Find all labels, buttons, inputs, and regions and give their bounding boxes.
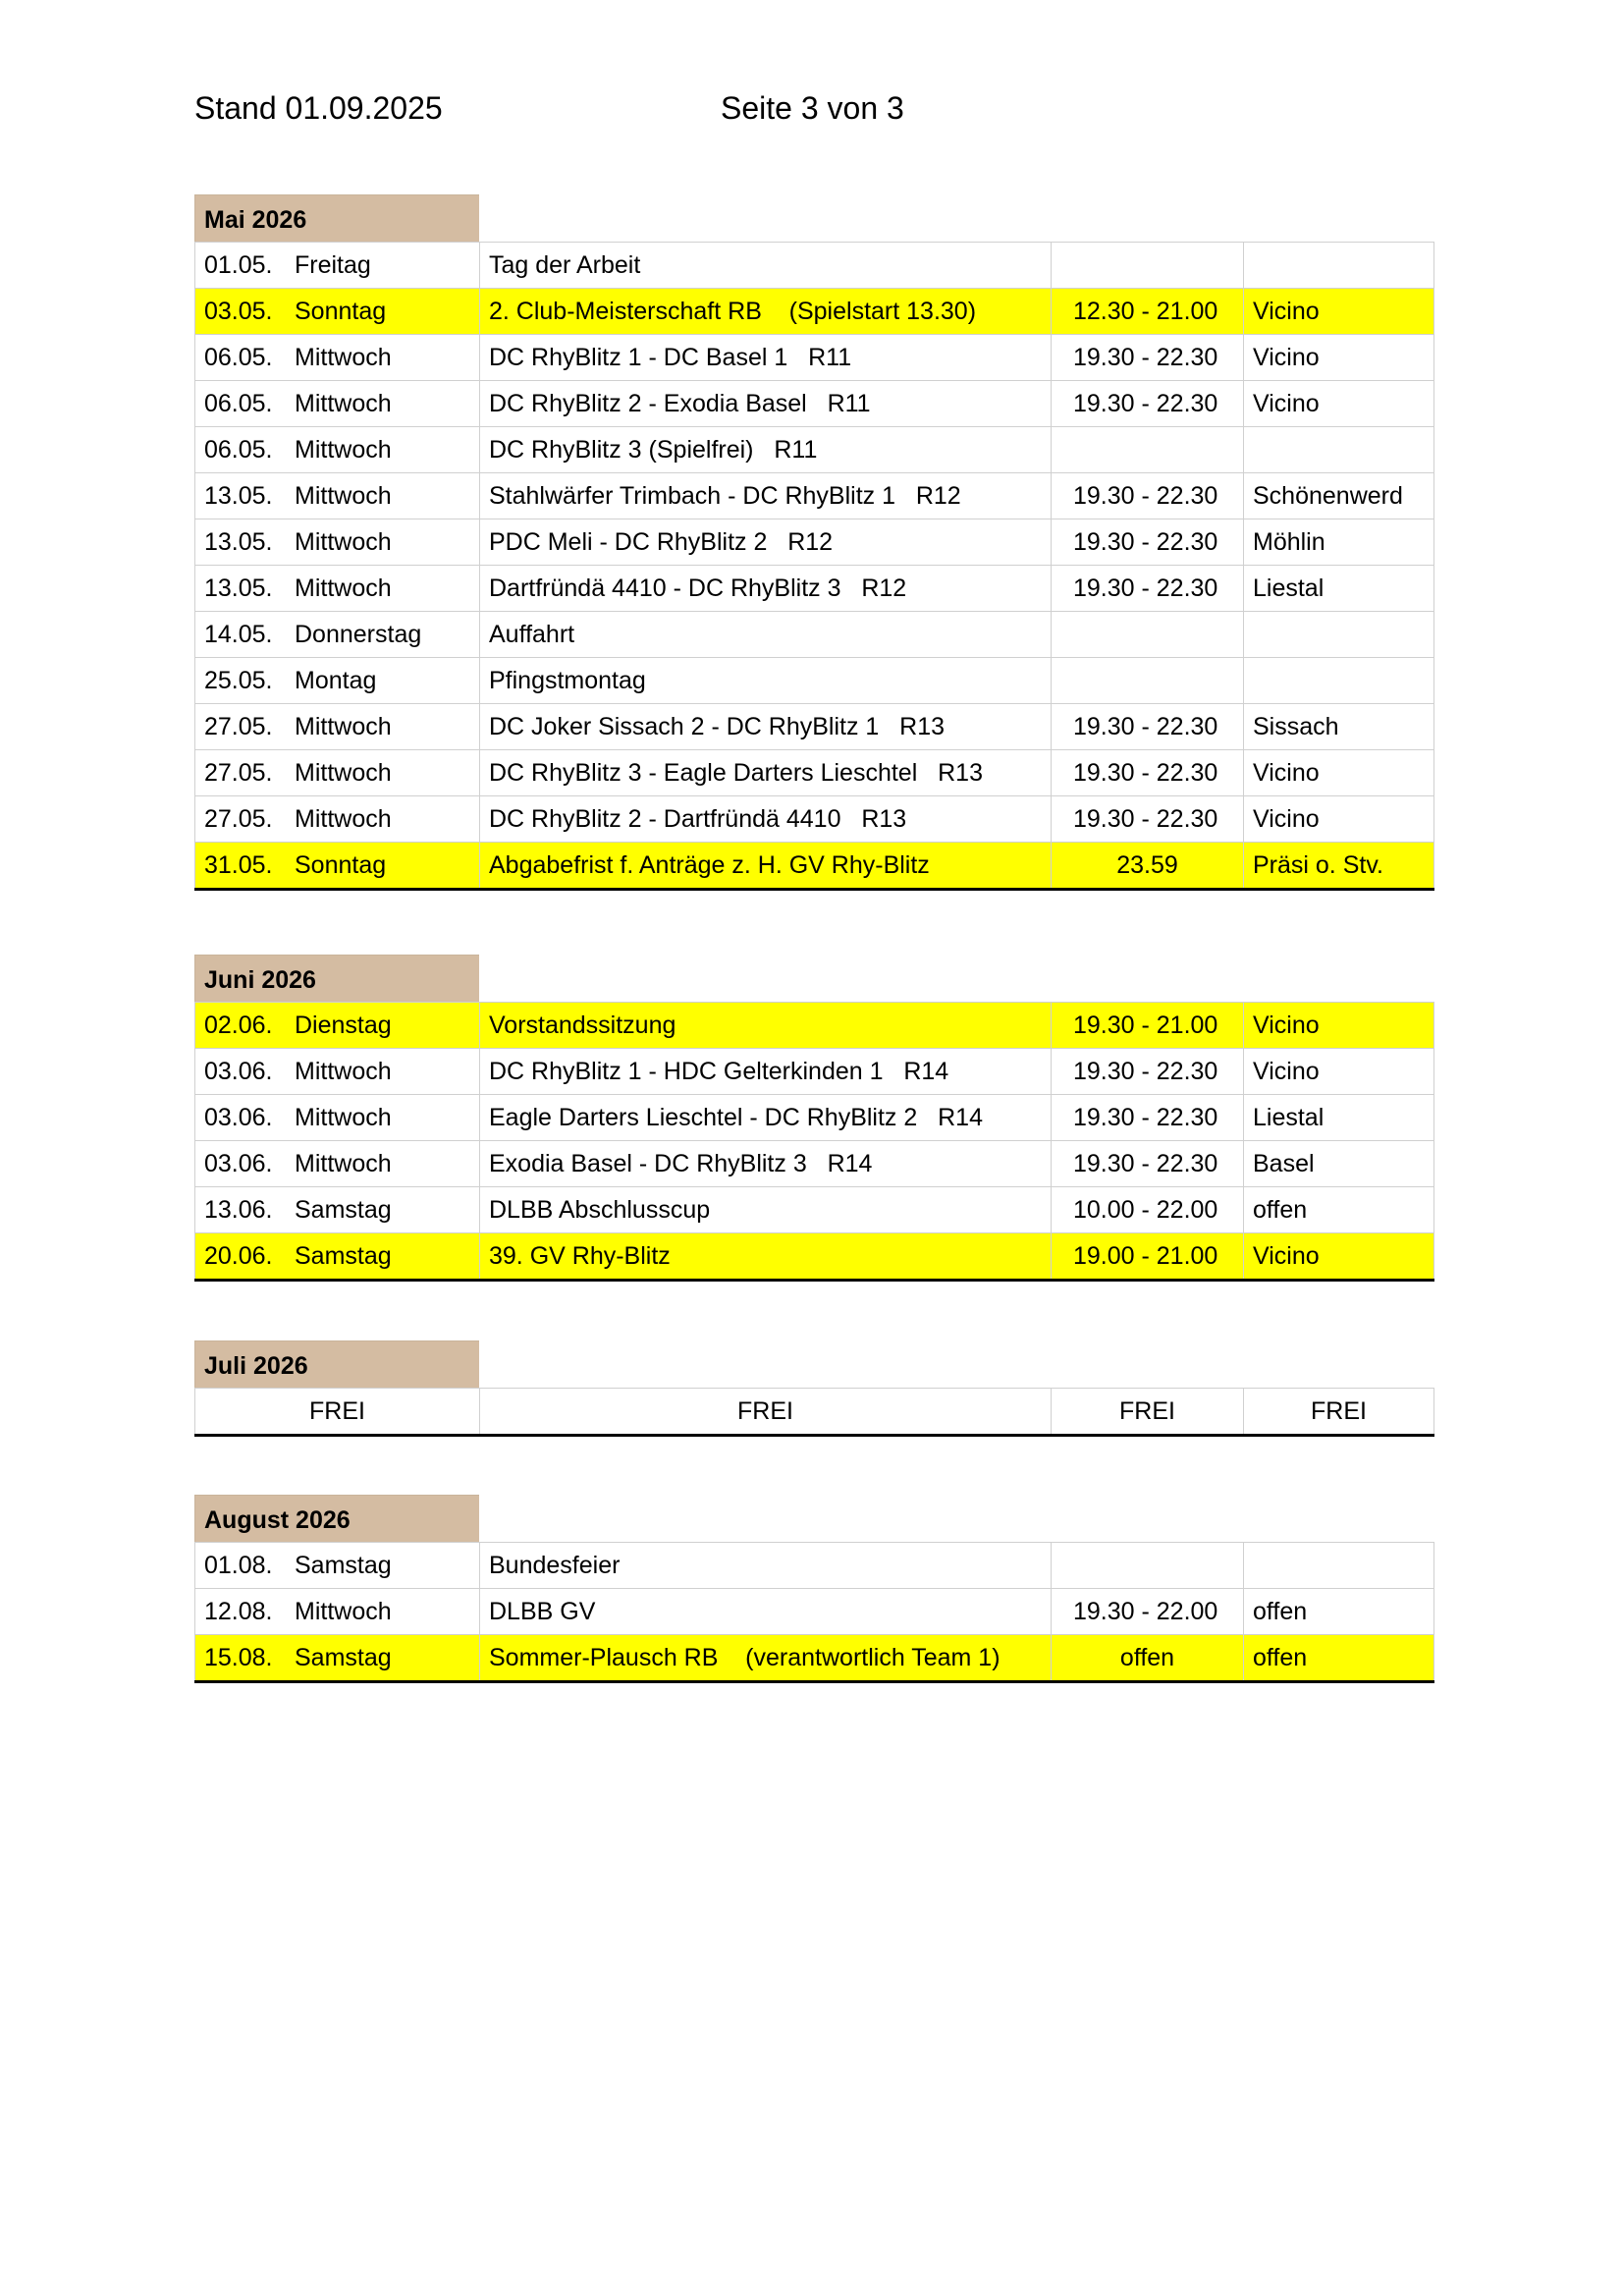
event-cell: Abgabefrist f. Anträge z. H. GV Rhy-Blitz bbox=[480, 843, 1052, 890]
date-cell bbox=[195, 1003, 480, 1049]
table-row bbox=[195, 1389, 1434, 1436]
date-text: 13.05. bbox=[204, 482, 273, 510]
month-heading: August 2026 bbox=[194, 1495, 479, 1542]
date-text: 01.08. bbox=[204, 1552, 273, 1579]
date-cell bbox=[195, 1141, 480, 1187]
weekday-text: Mittwoch bbox=[295, 390, 392, 417]
date-cell bbox=[195, 1187, 480, 1233]
table-row bbox=[195, 612, 1434, 658]
date-text: 02.06. bbox=[204, 1011, 273, 1039]
date-cell bbox=[195, 566, 480, 612]
date-cell bbox=[195, 796, 480, 843]
location-cell bbox=[1244, 658, 1434, 704]
date-cell bbox=[195, 289, 480, 335]
date-text: 03.05. bbox=[204, 298, 273, 325]
time-cell: 19.30 - 22.30 bbox=[1052, 1095, 1244, 1141]
table-row bbox=[195, 658, 1434, 704]
event-cell: Exodia Basel - DC RhyBlitz 3 R14 bbox=[480, 1141, 1052, 1187]
event-cell: Stahlwärfer Trimbach - DC RhyBlitz 1 R12 bbox=[480, 473, 1052, 519]
location-cell: offen bbox=[1244, 1187, 1434, 1233]
location-cell: Schönenwerd bbox=[1244, 473, 1434, 519]
section-august bbox=[194, 1495, 1433, 1683]
date-text: 01.05. bbox=[204, 251, 273, 279]
time-cell: 19.30 - 22.00 bbox=[1052, 1589, 1244, 1635]
date-text: 27.05. bbox=[204, 759, 273, 787]
table-row bbox=[195, 1095, 1434, 1141]
table-row bbox=[195, 750, 1434, 796]
free-cell: FREI bbox=[1244, 1389, 1434, 1436]
location-cell: Vicino bbox=[1244, 381, 1434, 427]
date-text: 13.06. bbox=[204, 1196, 273, 1224]
table-row bbox=[195, 289, 1434, 335]
table-row bbox=[195, 381, 1434, 427]
date-cell bbox=[195, 381, 480, 427]
weekday-text: Sonntag bbox=[295, 298, 387, 325]
weekday-text: Mittwoch bbox=[295, 1150, 392, 1177]
free-cell: FREI bbox=[195, 1389, 480, 1436]
time-cell bbox=[1052, 243, 1244, 289]
date-text: 06.05. bbox=[204, 436, 273, 464]
date-cell bbox=[195, 1635, 480, 1682]
event-cell: Pfingstmontag bbox=[480, 658, 1052, 704]
time-cell: 19.30 - 22.30 bbox=[1052, 473, 1244, 519]
date-text: 03.06. bbox=[204, 1058, 273, 1085]
weekday-text: Mittwoch bbox=[295, 344, 392, 371]
location-cell: Vicino bbox=[1244, 1049, 1434, 1095]
location-cell: Liestal bbox=[1244, 566, 1434, 612]
table-row bbox=[195, 843, 1434, 890]
location-cell: Vicino bbox=[1244, 1233, 1434, 1281]
weekday-text: Samstag bbox=[295, 1552, 392, 1579]
status-date: Stand 01.09.2025 bbox=[194, 90, 443, 126]
event-cell: PDC Meli - DC RhyBlitz 2 R12 bbox=[480, 519, 1052, 566]
table-row bbox=[195, 1543, 1434, 1589]
table-row bbox=[195, 473, 1434, 519]
weekday-text: Mittwoch bbox=[295, 713, 392, 740]
date-cell bbox=[195, 1095, 480, 1141]
weekday-text: Mittwoch bbox=[295, 1104, 392, 1131]
location-cell: Präsi o. Stv. bbox=[1244, 843, 1434, 890]
date-cell bbox=[195, 335, 480, 381]
event-cell: DC RhyBlitz 1 - DC Basel 1 R11 bbox=[480, 335, 1052, 381]
schedule-table bbox=[194, 1542, 1434, 1683]
table-row bbox=[195, 1049, 1434, 1095]
event-cell: DC RhyBlitz 2 - Exodia Basel R11 bbox=[480, 381, 1052, 427]
date-cell bbox=[195, 243, 480, 289]
table-row bbox=[195, 427, 1434, 473]
date-text: 15.08. bbox=[204, 1644, 273, 1671]
free-cell: FREI bbox=[1052, 1389, 1244, 1436]
date-cell bbox=[195, 1049, 480, 1095]
date-text: 31.05. bbox=[204, 851, 273, 879]
location-cell bbox=[1244, 612, 1434, 658]
location-cell: Möhlin bbox=[1244, 519, 1434, 566]
date-text: 12.08. bbox=[204, 1598, 273, 1625]
date-text: 13.05. bbox=[204, 528, 273, 556]
table-row bbox=[195, 704, 1434, 750]
location-cell: Liestal bbox=[1244, 1095, 1434, 1141]
date-cell bbox=[195, 1589, 480, 1635]
time-cell: 19.30 - 22.30 bbox=[1052, 566, 1244, 612]
time-cell bbox=[1052, 658, 1244, 704]
date-cell bbox=[195, 1233, 480, 1281]
date-cell bbox=[195, 750, 480, 796]
section-juni bbox=[194, 955, 1433, 1282]
time-cell: 23.59 bbox=[1052, 843, 1244, 890]
date-text: 13.05. bbox=[204, 574, 273, 602]
location-cell: Vicino bbox=[1244, 750, 1434, 796]
date-cell bbox=[195, 473, 480, 519]
event-cell: DLBB Abschlusscup bbox=[480, 1187, 1052, 1233]
date-text: 06.05. bbox=[204, 390, 273, 417]
month-heading: Juli 2026 bbox=[194, 1340, 479, 1388]
schedule-table bbox=[194, 1002, 1434, 1282]
weekday-text: Mittwoch bbox=[295, 574, 392, 602]
table-row bbox=[195, 566, 1434, 612]
table-row bbox=[195, 243, 1434, 289]
time-cell: offen bbox=[1052, 1635, 1244, 1682]
weekday-text: Mittwoch bbox=[295, 528, 392, 556]
date-cell bbox=[195, 843, 480, 890]
location-cell: Vicino bbox=[1244, 335, 1434, 381]
weekday-text: Mittwoch bbox=[295, 1598, 392, 1625]
table-row bbox=[195, 1233, 1434, 1281]
location-cell: Vicino bbox=[1244, 796, 1434, 843]
event-cell: 39. GV Rhy-Blitz bbox=[480, 1233, 1052, 1281]
time-cell bbox=[1052, 612, 1244, 658]
location-cell: Vicino bbox=[1244, 1003, 1434, 1049]
table-row bbox=[195, 1635, 1434, 1682]
event-cell: DC Joker Sissach 2 - DC RhyBlitz 1 R13 bbox=[480, 704, 1052, 750]
table-row bbox=[195, 1589, 1434, 1635]
time-cell bbox=[1052, 427, 1244, 473]
event-cell: Auffahrt bbox=[480, 612, 1052, 658]
date-text: 06.05. bbox=[204, 344, 273, 371]
month-heading: Juni 2026 bbox=[194, 955, 479, 1002]
date-text: 03.06. bbox=[204, 1104, 273, 1131]
time-cell: 10.00 - 22.00 bbox=[1052, 1187, 1244, 1233]
time-cell: 19.30 - 22.30 bbox=[1052, 750, 1244, 796]
time-cell: 19.30 - 21.00 bbox=[1052, 1003, 1244, 1049]
location-cell: offen bbox=[1244, 1589, 1434, 1635]
location-cell: Basel bbox=[1244, 1141, 1434, 1187]
weekday-text: Mittwoch bbox=[295, 1058, 392, 1085]
event-cell: Eagle Darters Lieschtel - DC RhyBlitz 2 R14 bbox=[480, 1095, 1052, 1141]
date-text: 27.05. bbox=[204, 713, 273, 740]
event-cell: DC RhyBlitz 2 - Dartfründä 4410 R13 bbox=[480, 796, 1052, 843]
event-cell: Vorstandssitzung bbox=[480, 1003, 1052, 1049]
event-cell: Dartfründä 4410 - DC RhyBlitz 3 R12 bbox=[480, 566, 1052, 612]
schedule-table bbox=[194, 242, 1434, 891]
month-heading: Mai 2026 bbox=[194, 194, 479, 242]
event-cell: 2. Club-Meisterschaft RB (Spielstart 13.30) bbox=[480, 289, 1052, 335]
table-row bbox=[195, 519, 1434, 566]
event-cell: Bundesfeier bbox=[480, 1543, 1052, 1589]
weekday-text: Samstag bbox=[295, 1644, 392, 1671]
time-cell: 19.00 - 21.00 bbox=[1052, 1233, 1244, 1281]
date-text: 20.06. bbox=[204, 1242, 273, 1270]
location-cell: Vicino bbox=[1244, 289, 1434, 335]
date-text: 25.05. bbox=[204, 667, 273, 694]
table-row bbox=[195, 1141, 1434, 1187]
location-cell: Sissach bbox=[1244, 704, 1434, 750]
weekday-text: Mittwoch bbox=[295, 482, 392, 510]
time-cell: 19.30 - 22.30 bbox=[1052, 519, 1244, 566]
weekday-text: Sonntag bbox=[295, 851, 387, 879]
date-text: 27.05. bbox=[204, 805, 273, 833]
time-cell: 19.30 - 22.30 bbox=[1052, 381, 1244, 427]
time-cell bbox=[1052, 1543, 1244, 1589]
section-mai bbox=[194, 194, 1433, 891]
page-number: Seite 3 von 3 bbox=[721, 90, 904, 126]
time-cell: 19.30 - 22.30 bbox=[1052, 1141, 1244, 1187]
weekday-text: Samstag bbox=[295, 1196, 392, 1224]
location-cell bbox=[1244, 1543, 1434, 1589]
date-cell bbox=[195, 1543, 480, 1589]
event-cell: DC RhyBlitz 3 - Eagle Darters Lieschtel R13 bbox=[480, 750, 1052, 796]
table-row bbox=[195, 796, 1434, 843]
weekday-text: Samstag bbox=[295, 1242, 392, 1270]
weekday-text: Dienstag bbox=[295, 1011, 392, 1039]
time-cell: 12.30 - 21.00 bbox=[1052, 289, 1244, 335]
date-cell bbox=[195, 658, 480, 704]
page-header bbox=[194, 90, 1432, 130]
table-row bbox=[195, 1003, 1434, 1049]
location-cell bbox=[1244, 243, 1434, 289]
location-cell: offen bbox=[1244, 1635, 1434, 1682]
event-cell: DC RhyBlitz 3 (Spielfrei) R11 bbox=[480, 427, 1052, 473]
section-juli bbox=[194, 1340, 1433, 1437]
weekday-text: Montag bbox=[295, 667, 377, 694]
date-text: 03.06. bbox=[204, 1150, 273, 1177]
weekday-text: Donnerstag bbox=[295, 621, 422, 648]
schedule-table bbox=[194, 1388, 1434, 1437]
date-text: 14.05. bbox=[204, 621, 273, 648]
weekday-text: Freitag bbox=[295, 251, 371, 279]
time-cell: 19.30 - 22.30 bbox=[1052, 704, 1244, 750]
weekday-text: Mittwoch bbox=[295, 759, 392, 787]
table-row bbox=[195, 335, 1434, 381]
weekday-text: Mittwoch bbox=[295, 805, 392, 833]
free-cell: FREI bbox=[480, 1389, 1052, 1436]
table-row bbox=[195, 1187, 1434, 1233]
date-cell bbox=[195, 612, 480, 658]
time-cell: 19.30 - 22.30 bbox=[1052, 335, 1244, 381]
location-cell bbox=[1244, 427, 1434, 473]
date-cell bbox=[195, 704, 480, 750]
date-cell bbox=[195, 519, 480, 566]
time-cell: 19.30 - 22.30 bbox=[1052, 796, 1244, 843]
date-cell bbox=[195, 427, 480, 473]
event-cell: Sommer-Plausch RB (verantwortlich Team 1) bbox=[480, 1635, 1052, 1682]
event-cell: DC RhyBlitz 1 - HDC Gelterkinden 1 R14 bbox=[480, 1049, 1052, 1095]
weekday-text: Mittwoch bbox=[295, 436, 392, 464]
event-cell: Tag der Arbeit bbox=[480, 243, 1052, 289]
event-cell: DLBB GV bbox=[480, 1589, 1052, 1635]
time-cell: 19.30 - 22.30 bbox=[1052, 1049, 1244, 1095]
